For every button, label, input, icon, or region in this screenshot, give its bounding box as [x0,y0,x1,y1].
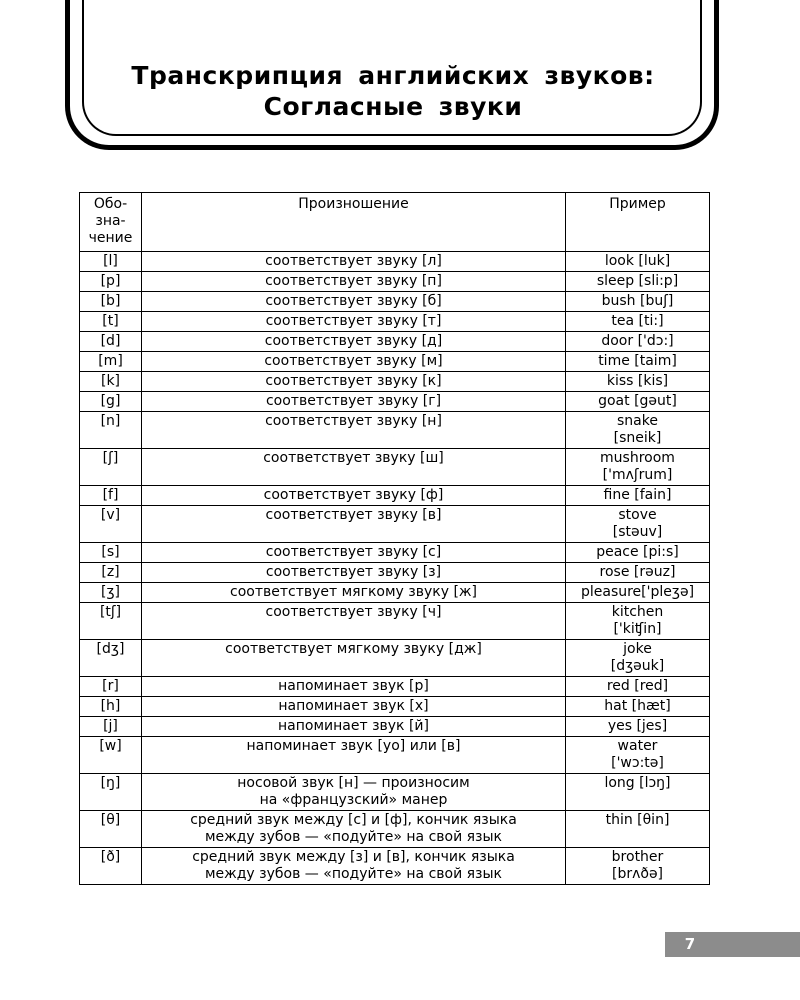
example-cell [566,252,710,272]
example-cell [566,486,710,506]
example-cell [566,392,710,412]
pronunciation-line: носовой звук [н] — произносим [237,775,470,791]
example-line: bush [buʃ] [601,293,674,309]
symbol-cell: [z] [80,563,142,583]
example-line: yes [jes] [607,718,668,734]
symbol-cell: [s] [80,543,142,563]
pronunciation-cell [142,252,566,272]
table-row [80,583,710,603]
pronunciation-line: между зубов — «подуйте» на свой язык [204,866,503,882]
pronunciation-line: соответствует звуку [с] [265,544,442,560]
table-row [80,677,710,697]
example-line: ['mʌʃrum] [602,467,673,483]
pronunciation-line: соответствует звуку [ф] [263,487,444,503]
symbol-cell: [v] [80,506,142,543]
table-row [80,697,710,717]
example-cell [566,312,710,332]
table-header-row [80,193,710,252]
pronunciation-cell [142,640,566,677]
example-cell [566,697,710,717]
pronunciation-line: средний звук между [с] и [ф], кончик языка [190,812,517,828]
table-row [80,412,710,449]
table-row [80,312,710,332]
example-line: joke [623,641,652,657]
header-symbol-line: зна- [95,213,126,229]
pronunciation-cell [142,717,566,737]
pronunciation-line: соответствует звуку [л] [265,253,442,269]
symbol-cell: [n] [80,412,142,449]
table-body [80,252,710,885]
example-line: peace [pi:s] [596,544,679,560]
pronunciation-cell [142,486,566,506]
example-line: pleasure['pleʒə] [580,584,695,600]
example-line: brother [611,849,664,865]
symbol-cell: [k] [80,372,142,392]
symbol-cell: [g] [80,392,142,412]
pronunciation-line: соответствует звуку [п] [265,273,442,289]
table-row [80,352,710,372]
example-cell [566,603,710,640]
table-row [80,737,710,774]
pronunciation-line: соответствует звуку [т] [265,313,442,329]
example-line: kitchen [611,604,664,620]
page-title [70,60,716,122]
page-number: 7 [684,935,696,953]
symbol-cell: [ʃ] [80,449,142,486]
pronunciation-line: соответствует звуку [к] [265,373,442,389]
pronunciation-cell [142,848,566,885]
symbol-cell: [t] [80,312,142,332]
pronunciation-line: соответствует звуку [г] [265,393,442,409]
symbol-cell: [w] [80,737,142,774]
pronunciation-cell [142,449,566,486]
symbol-cell: [h] [80,697,142,717]
pronunciation-line: напоминает звук [й] [278,718,429,734]
example-cell [566,563,710,583]
table-row [80,449,710,486]
pronunciation-cell [142,543,566,563]
pronunciation-cell [142,506,566,543]
pronunciation-line: на «французский» манер [259,792,448,808]
table-row [80,563,710,583]
header-pronunciation: Произношение [142,193,566,252]
symbol-cell: [p] [80,272,142,292]
example-line: long [lɔŋ] [604,775,671,791]
pronunciation-line: соответствует мягкому звуку [ж] [230,584,477,600]
symbol-cell: [r] [80,677,142,697]
example-cell [566,677,710,697]
symbol-cell: [dʒ] [80,640,142,677]
pronunciation-line: средний звук между [з] и [в], кончик языка [192,849,515,865]
table-row [80,292,710,312]
table-row [80,774,710,811]
example-cell [566,640,710,677]
example-cell [566,292,710,312]
example-line: snake [617,413,658,429]
symbol-cell: [l] [80,252,142,272]
example-line: ['wɔ:tə] [611,755,664,771]
header-symbol-line: чение [88,230,133,246]
pronunciation-cell [142,352,566,372]
pronunciation-line: напоминает звук [уо] или [в] [246,738,461,754]
symbol-cell: [tʃ] [80,603,142,640]
symbol-cell: [ŋ] [80,774,142,811]
table-row [80,848,710,885]
example-line: [dʒəuk] [610,658,665,674]
example-cell [566,332,710,352]
table-row [80,717,710,737]
example-cell [566,848,710,885]
example-line: look [luk] [604,253,671,269]
table-row [80,392,710,412]
example-line: mushroom [600,450,675,466]
pronunciation-line: соответствует звуку [ч] [265,604,442,620]
example-cell [566,717,710,737]
header-example: Пример [566,193,710,252]
example-line: time [taim] [598,353,677,369]
table-row [80,252,710,272]
example-cell [566,583,710,603]
symbol-cell: [θ] [80,811,142,848]
example-cell [566,272,710,292]
pronunciation-line: соответствует звуку [в] [265,507,442,523]
example-cell [566,774,710,811]
example-cell [566,449,710,486]
pronunciation-cell [142,372,566,392]
example-cell [566,811,710,848]
pronunciation-cell [142,811,566,848]
symbol-cell: [d] [80,332,142,352]
table-row [80,811,710,848]
table-row [80,640,710,677]
example-line: kiss [kis] [606,373,669,389]
example-line: hat [hæt] [604,698,671,714]
example-cell [566,412,710,449]
pronunciation-cell [142,412,566,449]
symbol-cell: [ð] [80,848,142,885]
symbol-cell: [b] [80,292,142,312]
example-line: [sneik] [613,430,662,446]
example-line: fine [fain] [603,487,672,503]
table-row [80,603,710,640]
symbol-cell: [ʒ] [80,583,142,603]
example-line: ['kiʧin] [613,621,662,637]
pronunciation-cell [142,774,566,811]
pronunciation-cell [142,583,566,603]
pronunciation-line: соответствует звуку [м] [264,353,443,369]
symbol-cell: [f] [80,486,142,506]
pronunciation-cell [142,272,566,292]
example-line: [stəuv] [612,524,663,540]
example-line: sleep [sli:p] [596,273,679,289]
pronunciation-line: соответствует звуку [з] [265,564,442,580]
example-line: water [617,738,658,754]
pronunciation-cell [142,392,566,412]
pronunciation-line: соответствует мягкому звуку [дж] [225,641,482,657]
pronunciation-cell [142,603,566,640]
example-line: stove [618,507,657,523]
example-line: tea [ti:] [611,313,664,329]
symbol-cell: [j] [80,717,142,737]
example-line: door ['dɔ:] [601,333,674,349]
table-row [80,486,710,506]
table-row [80,372,710,392]
example-cell [566,737,710,774]
consonants-table [79,192,710,885]
table-row [80,332,710,352]
pronunciation-line: соответствует звуку [б] [265,293,442,309]
example-line: [brʌðə] [611,866,664,882]
symbol-cell: [m] [80,352,142,372]
example-cell [566,506,710,543]
example-line: goat [gəut] [598,393,677,409]
header-symbol [80,193,142,252]
example-cell [566,352,710,372]
table-row [80,506,710,543]
pronunciation-cell [142,292,566,312]
example-line: rose [rəuz] [599,564,676,580]
pronunciation-line: напоминает звук [х] [278,698,429,714]
table-row [80,272,710,292]
pronunciation-cell [142,737,566,774]
example-line: thin [θin] [605,812,670,828]
pronunciation-line: напоминает звук [р] [278,678,429,694]
table-row [80,543,710,563]
pronunciation-line: соответствует звуку [н] [265,413,442,429]
page-number-bar [665,932,800,957]
pronunciation-cell [142,332,566,352]
pronunciation-cell [142,563,566,583]
pronunciation-line: между зубов — «подуйте» на свой язык [204,829,503,845]
example-cell [566,543,710,563]
pronunciation-line: соответствует звуку [ш] [263,450,444,466]
header-symbol-line: Обо- [93,196,128,212]
pronunciation-cell [142,697,566,717]
page-title-line-2: Согласные звуки [263,92,523,121]
example-cell [566,372,710,392]
pronunciation-cell [142,677,566,697]
page-title-line-1: Транскрипция английских звуков: [131,61,655,90]
pronunciation-cell [142,312,566,332]
example-line: red [red] [606,678,669,694]
pronunciation-line: соответствует звуку [д] [264,333,443,349]
